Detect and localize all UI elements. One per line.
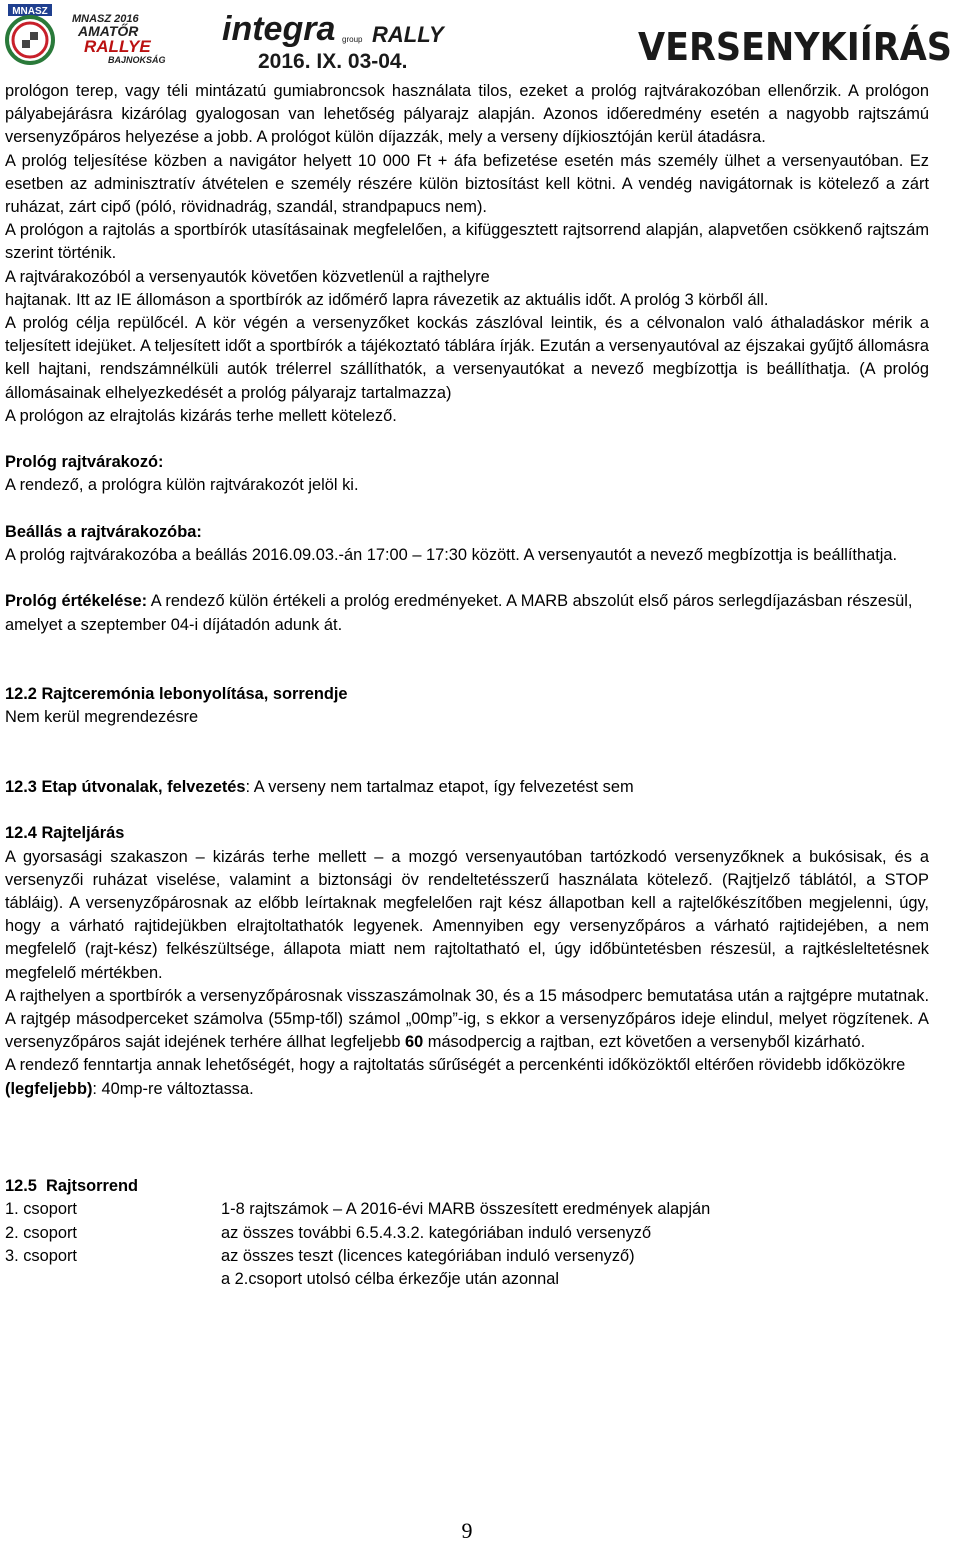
mnasz-logo-text: MNASZ (12, 6, 48, 17)
integra-rally-logo (222, 8, 452, 72)
mnasz-logo (2, 4, 58, 66)
paragraph-guest-navigator: A prológ teljesítése közben a navigátor helyett 10 000 Ft + áfa befizetése esetén más személy ülhet a versenyautóban. Ez esetben az adminisztratív átvételen e személy részére külön biztosítást kell kötni. A vendég navigátornak is kötelező a zárt ruházat, zárt cipő (póló, rövidnadrág, szandál, strandpapucs nem). (5, 151, 929, 217)
start-group-label: 3. csoport (5, 1246, 77, 1265)
start-group-row (5, 1245, 929, 1268)
page-header (0, 0, 960, 80)
amator-logo-line3: RALLYE (84, 37, 151, 56)
page-body (5, 80, 929, 1291)
heading-prolog-waiting: Prológ rajtvárakozó: (5, 453, 164, 472)
paragraph-section-12-2: Nem kerül megrendezésre (5, 708, 199, 727)
versenykiiras-title (636, 18, 956, 68)
paragraph-waiting-area: A rajtvárakozóból a versenyautók követően közvetlenül a rajthelyre (5, 267, 490, 286)
start-group-text: 1-8 rajtszámok – A 2016-évi MARB összesített eredmények alapján (221, 1200, 711, 1219)
start-group-row (5, 1198, 929, 1221)
integra-logo-text: integra (222, 10, 336, 48)
heading-section-12-4: 12.4 Rajteljárás (5, 824, 125, 843)
start-group-label: 2. csoport (5, 1223, 77, 1242)
amator-logo-line4: BAJNOKSÁG (108, 55, 166, 65)
versenykiiras-title-text: VERSENYKIÍRÁS (638, 25, 952, 68)
page-number: 9 (461, 1518, 473, 1543)
amator-logo-line1: MNASZ 2016 (72, 13, 139, 25)
integra-logo-date: 2016. IX. 03-04. (258, 50, 408, 72)
heading-prolog-evaluation: Prológ értékelése: (5, 592, 148, 611)
paragraph-countdown: A rajthelyen a sportbírók a versenyzőpárosnak visszaszámolnak 30, és a 15 másodperc bemutatása után a rajtgépre mutatnak. A rajtgép másodperceket számolva (55mp-től) számol „00mp”-ig, s ekkor a versenyzőpáros ideje elindul, melyet rögzítenek. A versenyzőpáros saját idejének terhére állhat legfeljebb 60 másodpercig a rajtban, ezt követően a versenyből kizárható. (5, 986, 929, 1052)
start-group-text-extra: a 2.csoport utolsó célba érkezője után azonnal (221, 1270, 560, 1289)
paragraph-prolog-waiting: A rendező, a prológra külön rajtvárakozót jelöl ki. (5, 476, 359, 495)
start-group-text: az összes további 6.5.4.3.2. kategóriában induló versenyző (221, 1223, 652, 1242)
paragraph-start-mandatory: A prológon az elrajtolás kizárás terhe mellett kötelező. (5, 406, 397, 425)
heading-section-12-2: 12.2 Rajtceremónia lebonyolítása, sorrendje (5, 685, 348, 704)
paragraph-time-station: hajtanak. Itt az IE állomáson a sportbírók az időmérő lapra rávezetik az aktuális időt. A prológ 3 körből áll. (5, 290, 769, 309)
integra-logo-group: group (342, 35, 363, 44)
start-group-row (5, 1222, 929, 1245)
heading-entering-waiting: Beállás a rajtvárakozóba: (5, 522, 202, 541)
paragraph-start-interval: A rendező fenntartja annak lehetőségét, hogy a rajtoltatás sűrűségét a percenkénti időközöktől eltérően rövidebb időközökre (legfeljebb): 40mp-re változtassa. (5, 1056, 906, 1098)
start-group-text: az összes teszt (licences kategóriában induló versenyző) (221, 1246, 635, 1265)
heading-section-12-5: 12.5 Rajtsorrend (5, 1177, 139, 1196)
paragraph-prolog-evaluation: Prológ értékelése: A rendező külön értékeli a prológ eredményeket. A MARB abszolút első páros serlegdíjazásban részesül, amelyet a szeptember 04-i díjátadón adunk át. (5, 592, 913, 634)
start-group-label: 1. csoport (5, 1200, 77, 1219)
paragraph-flying-finish: A prológ célja repülőcél. A kör végén a versenyzőket kockás zászlóval leintik, és a célvonalon való áthaladáskor mérik a teljesített idejüket. A teljesített időt a sportbírók a tájékoztató táblára írják. Ezután a versenyautóval az éjszakai gyűjtő állomásra kell hajtani, rendszámnélküli autók trélerrel szállíthatók, a versenyautókat a nevező megbízottja is beállíthatja. (A prológ állomásainak elhelyezkedését a prológ pályarajz tartalmazza) (5, 314, 929, 402)
start-group-row (5, 1268, 929, 1291)
paragraph-start-order: A prológon a rajtolás a sportbírók utasításainak megfelelően, a kifüggesztett rajtsorrend alapján, alapvetően csökkenő rajtszám szerint történik. (5, 221, 929, 263)
paragraph-entering-waiting: A prológ rajtvárakozóba a beállás 2016.09.03.-án 17:00 – 17:30 között. A versenyautót a nevező megbízottja is beállíthatja. (5, 546, 898, 565)
amator-rallye-logo (70, 10, 210, 66)
integra-logo-rally: RALLY (372, 22, 444, 47)
paragraph-prolog-rules: prológon terep, vagy téli mintázatú gumiabroncsok használata tilos, ezeket a prológ rajtvárakozóban ellenőrzik. A prológon pályabejárásra kizárólag gyalogosan van lehetőség pályarajz alapján. Azonos időeredmény esetén a nagyobb rajtszámú versenyzőpáros helyezése a jobb. A prológot külön díjazzák, mely a verseny díjkiosztóján kerül átadásra. (5, 82, 929, 147)
paragraph-start-procedure: A gyorsasági szakaszon – kizárás terhe mellett – a mozgó versenyautóban tartózkodó versenyzőknek a bukósisak, és a versenyzői ruházat viselése, valamint a biztonsági öv rendeltetésszerű használata kötelező. (Rajtjelző táblától, a STOP tábláig). A versenyzőpárosnak az előbb leírtaknak megfelelően rajt kész állapotban kell a rajtelőkészítőben megjelenni, úgy, hogy a várható rajtidejükben elrajtoltathatók legyenek. Amennyiben egy versenyzőpáros a várható rajtidejében, a nem megfelelő (rajt-kész) felkészültsége, állapota miatt nem rajtoltatható el, úgy időbüntetésben részesül, a rajtkésleltetésnek megfelelő mértékben. (5, 847, 929, 982)
amator-logo-line2: AMATŐR (78, 23, 139, 39)
heading-section-12-3: 12.3 Etap útvonalak, felvezetés: A verseny nem tartalmaz etapot, így felvezetést sem (5, 778, 634, 797)
